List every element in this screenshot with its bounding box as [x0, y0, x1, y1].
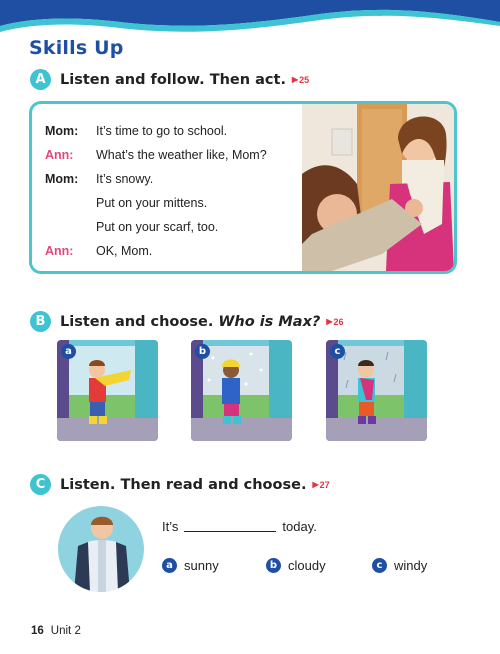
audio-track-27[interactable]	[312, 480, 329, 490]
page-footer	[31, 625, 81, 637]
dialog-lines	[45, 119, 267, 263]
section-a-heading	[30, 69, 309, 90]
dialog-line	[45, 143, 267, 167]
section-c-instruction: Listen. Then read and choose.	[60, 476, 307, 493]
mom-and-ann-photo	[302, 104, 454, 271]
option-c-text: windy	[394, 558, 428, 573]
sentence-start: It’s	[162, 519, 179, 534]
audio-track-25[interactable]	[292, 75, 309, 85]
choice-b-label: b	[195, 344, 210, 359]
dialog-box	[29, 101, 457, 274]
section-a-badge: A	[30, 69, 51, 90]
dialog-text: What’s the weather like, Mom?	[96, 148, 267, 162]
dialog-line	[45, 239, 267, 263]
dialog-text: It’s snowy.	[96, 172, 154, 186]
section-c-badge: C	[30, 474, 51, 495]
instruction-text: Listen and choose.	[60, 313, 214, 330]
speaker: Ann:	[45, 148, 74, 162]
dialog-line	[45, 215, 267, 239]
option-c[interactable]	[372, 558, 427, 573]
boy-with-backpack-photo	[58, 506, 144, 592]
option-c-badge: c	[372, 558, 387, 573]
play-icon: ▶	[291, 75, 299, 84]
dialog-line	[45, 119, 267, 143]
header-wave	[0, 0, 500, 40]
option-a-badge: a	[162, 558, 177, 573]
option-b-text: cloudy	[288, 558, 326, 573]
speaker: Mom:	[45, 124, 79, 138]
choice-b-card[interactable]	[191, 340, 292, 441]
question-text: Who is Max?	[218, 313, 321, 330]
unit-label: Unit 2	[50, 625, 81, 637]
dialog-line	[45, 167, 267, 191]
track-number: 27	[319, 479, 330, 490]
audio-track-26[interactable]	[326, 317, 343, 327]
option-b-badge: b	[266, 558, 281, 573]
choice-c-card[interactable]	[326, 340, 427, 441]
section-b-badge: B	[30, 311, 51, 332]
play-icon: ▶	[326, 317, 333, 326]
dialog-text: Put on your scarf, too.	[96, 220, 219, 234]
dialog-text: Put on your mittens.	[96, 196, 208, 210]
dialog-text: It’s time to go to school.	[96, 124, 228, 138]
option-a-text: sunny	[184, 558, 219, 573]
section-a-instruction: Listen and follow. Then act.	[60, 71, 286, 88]
section-c-heading	[30, 474, 330, 495]
dialog-line	[45, 191, 267, 215]
speaker: Mom:	[45, 172, 79, 186]
page-number: 16	[31, 625, 44, 637]
section-b-instruction	[60, 314, 320, 330]
sentence-end: today.	[282, 519, 317, 534]
track-number: 25	[299, 74, 310, 85]
play-icon: ▶	[312, 480, 319, 489]
option-b[interactable]	[266, 558, 326, 573]
page-title: Skills Up	[29, 37, 124, 59]
choice-c-label: c	[330, 344, 345, 359]
track-number: 26	[333, 316, 344, 327]
section-b-heading	[30, 311, 344, 332]
speaker: Ann:	[45, 244, 74, 258]
answer-blank[interactable]	[184, 531, 276, 532]
option-a[interactable]	[162, 558, 219, 573]
choice-a-label: a	[61, 344, 76, 359]
fill-in-sentence	[162, 519, 317, 534]
dialog-text: OK, Mom.	[96, 244, 153, 258]
choice-a-card[interactable]	[57, 340, 158, 441]
